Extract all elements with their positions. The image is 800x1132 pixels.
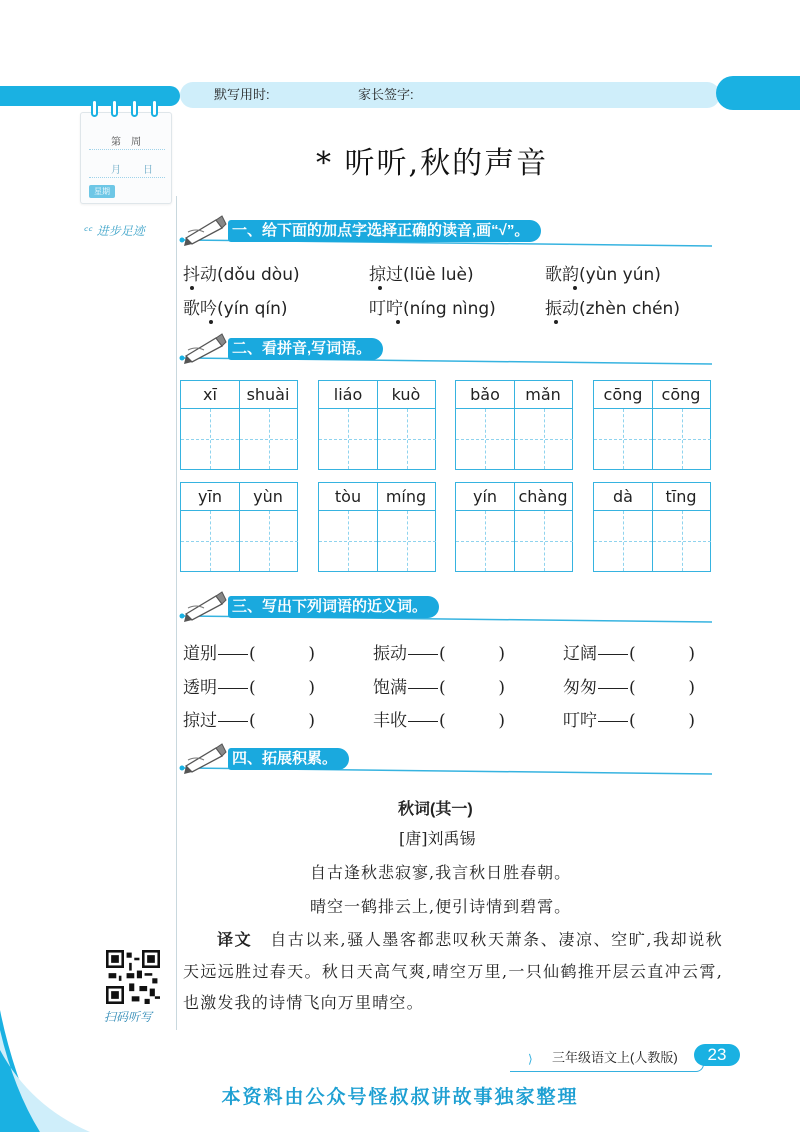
pinyin-header (181, 483, 297, 511)
binder-ring (111, 99, 118, 117)
synonym-word: 掠过 (183, 711, 217, 731)
writing-cell[interactable] (319, 409, 377, 469)
pinyin-header (456, 483, 572, 511)
dash (408, 688, 438, 689)
page-title: * 听听,秋的声音 (316, 146, 549, 181)
section-3-title: 三、写出下列词语的近义词。 (228, 596, 439, 618)
pinyin-syllable: dà (613, 487, 633, 506)
header-band-right (716, 76, 800, 110)
synonym-word: 丰收 (373, 711, 407, 731)
pinyin-box (455, 380, 573, 470)
section-3-header (178, 588, 718, 628)
dash (218, 688, 248, 689)
synonym-item (183, 673, 315, 698)
progress-text: 进步足迹 (96, 224, 145, 238)
synonym-item (373, 639, 505, 664)
writing-cell[interactable] (594, 409, 652, 469)
pinyin-header (319, 381, 435, 409)
writing-cell[interactable] (594, 511, 652, 571)
synonym-item (563, 639, 695, 664)
poem-line: 晴空一鹤排云上,便引诗情到碧霄。 (310, 897, 572, 916)
pinyin-header (594, 483, 710, 511)
writing-cell[interactable] (181, 409, 239, 469)
dash (598, 721, 628, 722)
pinyin-header (456, 381, 572, 409)
pinyin-syllable: tòu (334, 487, 362, 506)
dictation-time-label: 默写用时: (214, 87, 270, 102)
answer-blank[interactable] (629, 678, 695, 698)
writing-cell[interactable] (652, 409, 710, 469)
corner-wave (0, 1010, 120, 1132)
dash (598, 654, 628, 655)
synonym-item (373, 706, 505, 731)
month-label: 月 (111, 165, 121, 176)
emphasis-dot (209, 320, 213, 324)
pinyin-syllable: cōng (661, 385, 701, 404)
synonym-word: 透明 (183, 678, 217, 698)
poem-title: 秋词(其一) (398, 801, 473, 818)
pronunciation-item: 抖动(dǒu dòu) (183, 265, 300, 285)
pencil-icon (182, 214, 228, 248)
synonym-item (183, 706, 315, 731)
writing-cell[interactable] (456, 409, 514, 469)
card-divider (89, 149, 165, 150)
synonym-item (563, 706, 695, 731)
synonym-word: 辽阔 (563, 644, 597, 664)
source-note: 本资料由公众号怪叔叔讲故事独家整理 (221, 1087, 579, 1108)
section-2-title: 二、看拼音,写词语。 (228, 338, 383, 360)
section-2-header (178, 330, 718, 370)
weekday-tag: 星期 (89, 185, 115, 198)
dash (408, 654, 438, 655)
pinyin-syllable: yín (472, 487, 498, 506)
synonym-word: 道别 (183, 644, 217, 664)
pinyin-box (593, 482, 711, 572)
writing-cell[interactable] (239, 409, 297, 469)
emphasis-dot (573, 286, 577, 290)
dash (408, 721, 438, 722)
margin-rule (176, 196, 177, 1030)
book-label: 三年级语文上(人教版) (552, 1050, 678, 1065)
pinyin-syllable: yīn (197, 487, 223, 506)
pinyin-box (180, 482, 298, 572)
binder-ring (151, 99, 158, 117)
pinyin-box (318, 482, 436, 572)
pinyin-syllable: tīng (665, 487, 697, 506)
translation-label: 译文 (217, 932, 253, 949)
synonym-item (373, 673, 505, 698)
pencil-icon (182, 332, 228, 366)
pronunciation-item: 歌韵(yùn yún) (545, 265, 661, 285)
section-4-title: 四、拓展积累。 (228, 748, 349, 770)
week-label: 第 周 (111, 137, 141, 148)
writing-cell[interactable] (652, 511, 710, 571)
section-1-header (178, 212, 718, 252)
pinyin-syllable: chàng (518, 487, 568, 506)
writing-cell[interactable] (377, 409, 435, 469)
pinyin-syllable: míng (385, 487, 427, 506)
translation-text: 自古以来,骚人墨客都悲叹秋天萧条、凄凉、空旷,我却说秋天远远胜过春天。秋日天高气爽,晴空万里,一只仙鹤推开层云直冲云霄,也激发我的诗情飞向万里晴空。 (183, 930, 723, 1012)
pronunciation-item: 掠过(lüè luè) (369, 265, 474, 285)
pinyin-syllable: mǎn (525, 385, 561, 404)
day-label: 日 (143, 165, 153, 176)
emphasis-dot (378, 286, 382, 290)
writing-cell[interactable] (456, 511, 514, 571)
pinyin-syllable: bǎo (470, 385, 500, 404)
synonym-item (183, 639, 315, 664)
pinyin-syllable: kuò (391, 385, 421, 404)
synonym-word: 振动 (373, 644, 407, 664)
poem-author: [唐]刘禹锡 (399, 829, 476, 848)
writing-cell[interactable] (239, 511, 297, 571)
pinyin-box (318, 380, 436, 470)
synonym-word: 叮咛 (563, 711, 597, 731)
emphasis-dot (396, 320, 400, 324)
answer-blank[interactable] (439, 711, 505, 731)
dash (218, 721, 248, 722)
binder-ring (91, 99, 98, 117)
answer-blank[interactable] (629, 711, 695, 731)
answer-blank[interactable] (439, 644, 505, 664)
pinyin-header (319, 483, 435, 511)
writing-cell[interactable] (514, 409, 572, 469)
pinyin-box (455, 482, 573, 572)
footprints-icon: ᶜᶜ (84, 224, 93, 238)
pencil-icon (182, 590, 228, 624)
dash (598, 688, 628, 689)
pinyin-box (180, 380, 298, 470)
date-card (80, 112, 172, 204)
answer-blank[interactable] (439, 678, 505, 698)
pronunciation-item: 振动(zhèn chén) (545, 299, 680, 319)
emphasis-dot (190, 286, 194, 290)
qr-code-icon[interactable] (106, 950, 160, 1004)
synonym-word: 匆匆 (563, 678, 597, 698)
synonym-item (563, 673, 695, 698)
dash (218, 654, 248, 655)
card-divider (89, 177, 165, 178)
answer-blank[interactable] (249, 644, 315, 664)
writing-cell[interactable] (319, 511, 377, 571)
section-4-header (178, 740, 718, 780)
pinyin-syllable: liáo (333, 385, 363, 404)
answer-blank[interactable] (249, 711, 315, 731)
pencil-icon (182, 742, 228, 776)
writing-cell[interactable] (377, 511, 435, 571)
section-1-title: 一、给下面的加点字选择正确的读音,画“√”。 (228, 220, 541, 242)
pinyin-header (181, 381, 297, 409)
progress-label (84, 222, 145, 239)
qr-label: 扫码听写 (104, 1010, 153, 1024)
parent-sign-label: 家长签字: (358, 87, 414, 102)
chevron-icon: ⟩ (528, 1052, 533, 1066)
emphasis-dot (554, 320, 558, 324)
pronunciation-item: 叮咛(níng nìng) (369, 299, 496, 319)
pinyin-syllable: cōng (603, 385, 643, 404)
binder-ring (131, 99, 138, 117)
pinyin-box (593, 380, 711, 470)
pinyin-header (594, 381, 710, 409)
pinyin-syllable: xī (203, 385, 217, 404)
writing-cell[interactable] (514, 511, 572, 571)
page-number: 23 (694, 1044, 740, 1066)
answer-blank[interactable] (629, 644, 695, 664)
pinyin-syllable: shuài (246, 385, 290, 404)
writing-cell[interactable] (181, 511, 239, 571)
poem-line: 自古逢秋悲寂寥,我言秋日胜春朝。 (310, 863, 572, 882)
synonym-word: 饱满 (373, 678, 407, 698)
pinyin-syllable: yùn (253, 487, 283, 506)
translation (183, 924, 723, 1018)
pronunciation-item: 歌吟(yín qín) (183, 299, 288, 319)
answer-blank[interactable] (249, 678, 315, 698)
